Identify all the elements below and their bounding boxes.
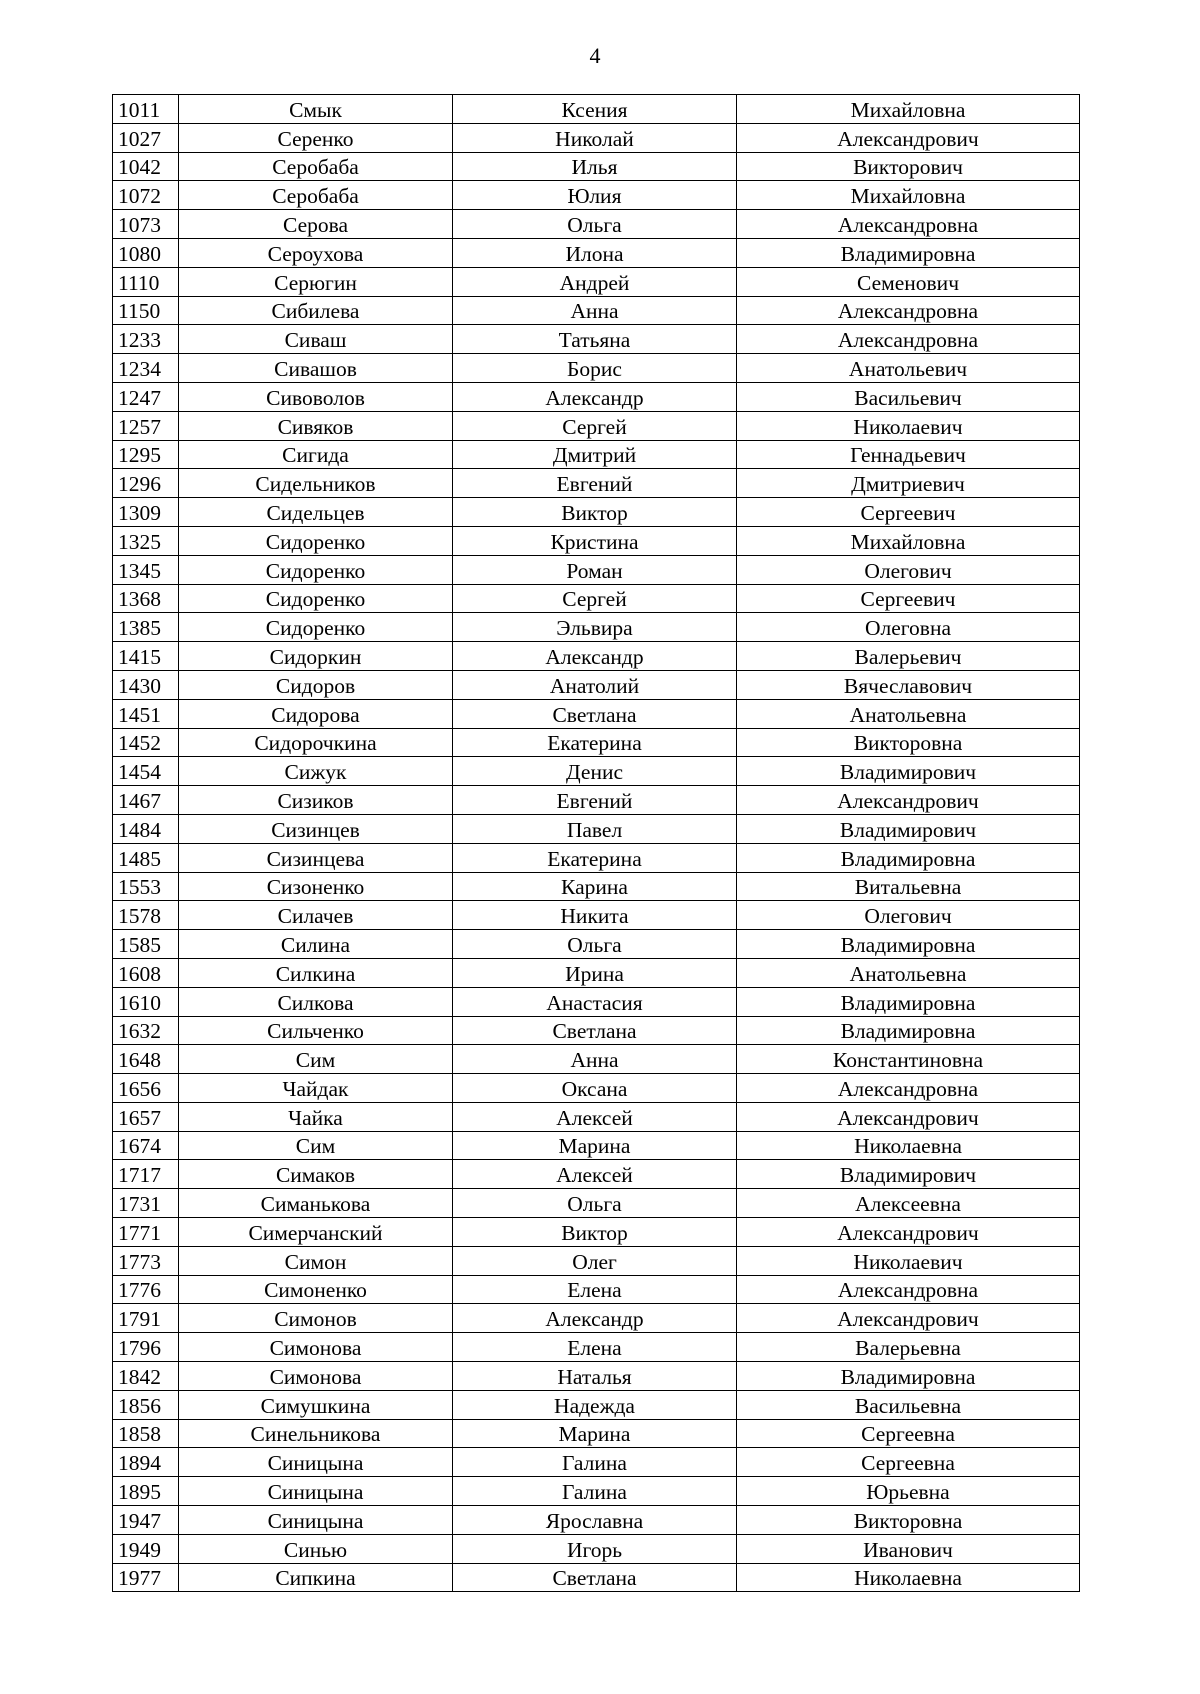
table-row: [113, 843, 1080, 872]
patronymic-cell: Александрович: [737, 786, 1080, 815]
record-number-cell: 1325: [113, 526, 179, 555]
first-name-cell: Елена: [453, 1333, 737, 1362]
surname-cell: Силачев: [179, 901, 453, 930]
surname-cell: Сижук: [179, 757, 453, 786]
surname-cell: Сидельников: [179, 469, 453, 498]
surname-cell: Сим: [179, 1045, 453, 1074]
record-number-cell: 1585: [113, 930, 179, 959]
surname-cell: Серюгин: [179, 267, 453, 296]
record-number-cell: 1110: [113, 267, 179, 296]
patronymic-cell: Владимировна: [737, 987, 1080, 1016]
first-name-cell: Александр: [453, 382, 737, 411]
surname-cell: Симерчанский: [179, 1218, 453, 1247]
first-name-cell: Эльвира: [453, 613, 737, 642]
record-number-cell: 1415: [113, 642, 179, 671]
surname-cell: Сидоркин: [179, 642, 453, 671]
record-number-cell: 1452: [113, 728, 179, 757]
record-number-cell: 1776: [113, 1275, 179, 1304]
record-number-cell: 1947: [113, 1506, 179, 1535]
first-name-cell: Игорь: [453, 1534, 737, 1563]
patronymic-cell: Валерьевич: [737, 642, 1080, 671]
patronymic-cell: Олеговна: [737, 613, 1080, 642]
table-row: [113, 1419, 1080, 1448]
first-name-cell: Ольга: [453, 930, 737, 959]
patronymic-cell: Сергеевна: [737, 1448, 1080, 1477]
record-number-cell: 1451: [113, 699, 179, 728]
table-row: [113, 469, 1080, 498]
first-name-cell: Елена: [453, 1275, 737, 1304]
surname-cell: Сидельцев: [179, 498, 453, 527]
patronymic-cell: Константиновна: [737, 1045, 1080, 1074]
table-row: [113, 238, 1080, 267]
table-row: [113, 1189, 1080, 1218]
record-number-cell: 1856: [113, 1390, 179, 1419]
surname-cell: Сивяков: [179, 411, 453, 440]
first-name-cell: Оксана: [453, 1074, 737, 1103]
table-row: [113, 1534, 1080, 1563]
surname-cell: Синельникова: [179, 1419, 453, 1448]
record-number-cell: 1467: [113, 786, 179, 815]
record-number-cell: 1977: [113, 1563, 179, 1592]
first-name-cell: Алексей: [453, 1160, 737, 1189]
patronymic-cell: Юрьевна: [737, 1477, 1080, 1506]
first-name-cell: Юлия: [453, 181, 737, 210]
first-name-cell: Галина: [453, 1477, 737, 1506]
surname-cell: Сильченко: [179, 1016, 453, 1045]
first-name-cell: Кристина: [453, 526, 737, 555]
surname-cell: Силина: [179, 930, 453, 959]
surname-cell: Сипкина: [179, 1563, 453, 1592]
surname-cell: Серова: [179, 210, 453, 239]
first-name-cell: Ксения: [453, 95, 737, 124]
first-name-cell: Илья: [453, 152, 737, 181]
first-name-cell: Алексей: [453, 1102, 737, 1131]
record-number-cell: 1485: [113, 843, 179, 872]
patronymic-cell: Геннадьевич: [737, 440, 1080, 469]
patronymic-cell: Викторовна: [737, 1506, 1080, 1535]
surname-cell: Сигида: [179, 440, 453, 469]
record-number-cell: 1858: [113, 1419, 179, 1448]
patronymic-cell: Александровна: [737, 296, 1080, 325]
table-row: [113, 786, 1080, 815]
patronymic-cell: Михайловна: [737, 95, 1080, 124]
patronymic-cell: Анатольевна: [737, 699, 1080, 728]
surname-cell: Сидоренко: [179, 555, 453, 584]
patronymic-cell: Николаевна: [737, 1131, 1080, 1160]
record-number-cell: 1842: [113, 1362, 179, 1391]
patronymic-cell: Николаевич: [737, 411, 1080, 440]
record-number-cell: 1430: [113, 670, 179, 699]
surname-cell: Сиваш: [179, 325, 453, 354]
first-name-cell: Надежда: [453, 1390, 737, 1419]
table-row: [113, 325, 1080, 354]
page-number: 4: [589, 43, 601, 68]
surname-cell: Серобаба: [179, 152, 453, 181]
first-name-cell: Светлана: [453, 1563, 737, 1592]
record-number-cell: 1608: [113, 958, 179, 987]
patronymic-cell: Владимировна: [737, 1362, 1080, 1391]
record-number-cell: 1578: [113, 901, 179, 930]
record-number-cell: 1610: [113, 987, 179, 1016]
table-row: [113, 181, 1080, 210]
record-number-cell: 1309: [113, 498, 179, 527]
surname-cell: Сидоренко: [179, 526, 453, 555]
patronymic-cell: Владимировна: [737, 238, 1080, 267]
table-row: [113, 152, 1080, 181]
record-number-cell: 1296: [113, 469, 179, 498]
patronymic-cell: Сергеевич: [737, 584, 1080, 613]
surname-cell: Сизоненко: [179, 872, 453, 901]
table-row: [113, 670, 1080, 699]
first-name-cell: Сергей: [453, 411, 737, 440]
patronymic-cell: Алексеевна: [737, 1189, 1080, 1218]
first-name-cell: Анна: [453, 296, 737, 325]
first-name-cell: Николай: [453, 123, 737, 152]
record-number-cell: 1234: [113, 354, 179, 383]
record-number-cell: 1484: [113, 814, 179, 843]
first-name-cell: Ирина: [453, 958, 737, 987]
patronymic-cell: Викторовна: [737, 728, 1080, 757]
record-number-cell: 1657: [113, 1102, 179, 1131]
first-name-cell: Анатолий: [453, 670, 737, 699]
first-name-cell: Ярославна: [453, 1506, 737, 1535]
first-name-cell: Олег: [453, 1246, 737, 1275]
table-row: [113, 1563, 1080, 1592]
table-row: [113, 1131, 1080, 1160]
first-name-cell: Ольга: [453, 210, 737, 239]
table-row: [113, 555, 1080, 584]
table-row: [113, 296, 1080, 325]
first-name-cell: Сергей: [453, 584, 737, 613]
table-row: [113, 699, 1080, 728]
surname-cell: Синицына: [179, 1506, 453, 1535]
first-name-cell: Денис: [453, 757, 737, 786]
first-name-cell: Марина: [453, 1419, 737, 1448]
surname-cell: Сидорочкина: [179, 728, 453, 757]
first-name-cell: Евгений: [453, 786, 737, 815]
first-name-cell: Марина: [453, 1131, 737, 1160]
patronymic-cell: Вячеславович: [737, 670, 1080, 699]
surname-cell: Симонова: [179, 1362, 453, 1391]
table-row: [113, 1362, 1080, 1391]
table-row: [113, 901, 1080, 930]
surname-cell: Симонова: [179, 1333, 453, 1362]
patronymic-cell: Валерьевна: [737, 1333, 1080, 1362]
surname-cell: Синицына: [179, 1448, 453, 1477]
table-row: [113, 987, 1080, 1016]
surname-cell: Сидорова: [179, 699, 453, 728]
patronymic-cell: Сергеевна: [737, 1419, 1080, 1448]
patronymic-cell: Александрович: [737, 1102, 1080, 1131]
first-name-cell: Евгений: [453, 469, 737, 498]
table-body: [113, 95, 1080, 1592]
surname-cell: Симушкина: [179, 1390, 453, 1419]
table-row: [113, 872, 1080, 901]
surname-cell: Симоненко: [179, 1275, 453, 1304]
patronymic-cell: Александрович: [737, 1218, 1080, 1247]
surname-cell: Сидоренко: [179, 584, 453, 613]
patronymic-cell: Владимирович: [737, 757, 1080, 786]
first-name-cell: Дмитрий: [453, 440, 737, 469]
surname-cell: Симонов: [179, 1304, 453, 1333]
record-number-cell: 1674: [113, 1131, 179, 1160]
record-number-cell: 1553: [113, 872, 179, 901]
patronymic-cell: Александровна: [737, 210, 1080, 239]
record-number-cell: 1895: [113, 1477, 179, 1506]
record-number-cell: 1656: [113, 1074, 179, 1103]
record-number-cell: 1257: [113, 411, 179, 440]
table-row: [113, 757, 1080, 786]
table-row: [113, 1448, 1080, 1477]
table-row: [113, 1275, 1080, 1304]
patronymic-cell: Александровна: [737, 1275, 1080, 1304]
table-row: [113, 814, 1080, 843]
table-row: [113, 1477, 1080, 1506]
table-row: [113, 1218, 1080, 1247]
patronymic-cell: Иванович: [737, 1534, 1080, 1563]
patronymic-cell: Васильевич: [737, 382, 1080, 411]
surname-cell: Сизинцев: [179, 814, 453, 843]
record-number-cell: 1771: [113, 1218, 179, 1247]
patronymic-cell: Анатольевна: [737, 958, 1080, 987]
table-row: [113, 1304, 1080, 1333]
table-row: [113, 440, 1080, 469]
surname-cell: Симон: [179, 1246, 453, 1275]
first-name-cell: Наталья: [453, 1362, 737, 1391]
first-name-cell: Светлана: [453, 1016, 737, 1045]
record-number-cell: 1731: [113, 1189, 179, 1218]
record-number-cell: 1233: [113, 325, 179, 354]
first-name-cell: Виктор: [453, 498, 737, 527]
first-name-cell: Виктор: [453, 1218, 737, 1247]
patronymic-cell: Александрович: [737, 1304, 1080, 1333]
patronymic-cell: Васильевна: [737, 1390, 1080, 1419]
first-name-cell: Екатерина: [453, 728, 737, 757]
patronymic-cell: Олегович: [737, 901, 1080, 930]
table-row: [113, 958, 1080, 987]
record-number-cell: 1295: [113, 440, 179, 469]
surname-cell: Сибилева: [179, 296, 453, 325]
table-row: [113, 526, 1080, 555]
table-row: [113, 1246, 1080, 1275]
table-row: [113, 1333, 1080, 1362]
table-row: [113, 930, 1080, 959]
patronymic-cell: Владимирович: [737, 814, 1080, 843]
patronymic-cell: Олегович: [737, 555, 1080, 584]
first-name-cell: Анна: [453, 1045, 737, 1074]
patronymic-cell: Владимировна: [737, 843, 1080, 872]
first-name-cell: Карина: [453, 872, 737, 901]
record-number-cell: 1717: [113, 1160, 179, 1189]
patronymic-cell: Владимировна: [737, 1016, 1080, 1045]
record-number-cell: 1072: [113, 181, 179, 210]
first-name-cell: Татьяна: [453, 325, 737, 354]
surname-cell: Сивоволов: [179, 382, 453, 411]
patronymic-cell: Михайловна: [737, 181, 1080, 210]
record-number-cell: 1073: [113, 210, 179, 239]
surname-cell: Сидоренко: [179, 613, 453, 642]
table-row: [113, 95, 1080, 124]
surname-cell: Сизинцева: [179, 843, 453, 872]
patronymic-cell: Михайловна: [737, 526, 1080, 555]
table-row: [113, 728, 1080, 757]
record-number-cell: 1791: [113, 1304, 179, 1333]
table-row: [113, 123, 1080, 152]
record-number-cell: 1632: [113, 1016, 179, 1045]
patronymic-cell: Викторович: [737, 152, 1080, 181]
first-name-cell: Екатерина: [453, 843, 737, 872]
surname-cell: Сероухова: [179, 238, 453, 267]
surname-cell: Сизиков: [179, 786, 453, 815]
surname-cell: Силкина: [179, 958, 453, 987]
table-row: [113, 411, 1080, 440]
record-number-cell: 1027: [113, 123, 179, 152]
surname-cell: Чайка: [179, 1102, 453, 1131]
table-row: [113, 1160, 1080, 1189]
first-name-cell: Андрей: [453, 267, 737, 296]
patronymic-cell: Николаевна: [737, 1563, 1080, 1592]
first-name-cell: Александр: [453, 642, 737, 671]
surname-cell: Симаков: [179, 1160, 453, 1189]
record-number-cell: 1368: [113, 584, 179, 613]
patronymic-cell: Александровна: [737, 325, 1080, 354]
table-row: [113, 1390, 1080, 1419]
first-name-cell: Ольга: [453, 1189, 737, 1218]
table-row: [113, 498, 1080, 527]
record-number-cell: 1454: [113, 757, 179, 786]
surname-cell: Синицына: [179, 1477, 453, 1506]
first-name-cell: Анастасия: [453, 987, 737, 1016]
first-name-cell: Борис: [453, 354, 737, 383]
table-row: [113, 210, 1080, 239]
surname-cell: Серобаба: [179, 181, 453, 210]
table-row: [113, 1045, 1080, 1074]
surname-cell: Смык: [179, 95, 453, 124]
record-number-cell: 1648: [113, 1045, 179, 1074]
first-name-cell: Павел: [453, 814, 737, 843]
table-row: [113, 1074, 1080, 1103]
record-number-cell: 1011: [113, 95, 179, 124]
first-name-cell: Никита: [453, 901, 737, 930]
patronymic-cell: Владимировна: [737, 930, 1080, 959]
patronymic-cell: Николаевич: [737, 1246, 1080, 1275]
record-number-cell: 1042: [113, 152, 179, 181]
record-number-cell: 1080: [113, 238, 179, 267]
surname-cell: Синью: [179, 1534, 453, 1563]
table-row: [113, 642, 1080, 671]
record-number-cell: 1247: [113, 382, 179, 411]
surname-cell: Чайдак: [179, 1074, 453, 1103]
names-table: [112, 94, 1080, 1592]
patronymic-cell: Анатольевич: [737, 354, 1080, 383]
surname-cell: Силкова: [179, 987, 453, 1016]
first-name-cell: Галина: [453, 1448, 737, 1477]
patronymic-cell: Владимирович: [737, 1160, 1080, 1189]
table-row: [113, 382, 1080, 411]
table-row: [113, 1506, 1080, 1535]
table-row: [113, 1016, 1080, 1045]
surname-cell: Сим: [179, 1131, 453, 1160]
patronymic-cell: Семенович: [737, 267, 1080, 296]
record-number-cell: 1796: [113, 1333, 179, 1362]
record-number-cell: 1894: [113, 1448, 179, 1477]
patronymic-cell: Александровна: [737, 1074, 1080, 1103]
table-row: [113, 267, 1080, 296]
record-number-cell: 1773: [113, 1246, 179, 1275]
first-name-cell: Светлана: [453, 699, 737, 728]
surname-cell: Симанькова: [179, 1189, 453, 1218]
record-number-cell: 1345: [113, 555, 179, 584]
record-number-cell: 1385: [113, 613, 179, 642]
surname-cell: Сидоров: [179, 670, 453, 699]
table-row: [113, 1102, 1080, 1131]
record-number-cell: 1949: [113, 1534, 179, 1563]
first-name-cell: Александр: [453, 1304, 737, 1333]
patronymic-cell: Александрович: [737, 123, 1080, 152]
patronymic-cell: Сергеевич: [737, 498, 1080, 527]
first-name-cell: Роман: [453, 555, 737, 584]
patronymic-cell: Дмитриевич: [737, 469, 1080, 498]
surname-cell: Серенко: [179, 123, 453, 152]
table-row: [113, 354, 1080, 383]
first-name-cell: Илона: [453, 238, 737, 267]
surname-cell: Сивашов: [179, 354, 453, 383]
patronymic-cell: Витальевна: [737, 872, 1080, 901]
record-number-cell: 1150: [113, 296, 179, 325]
table-row: [113, 584, 1080, 613]
table-row: [113, 613, 1080, 642]
